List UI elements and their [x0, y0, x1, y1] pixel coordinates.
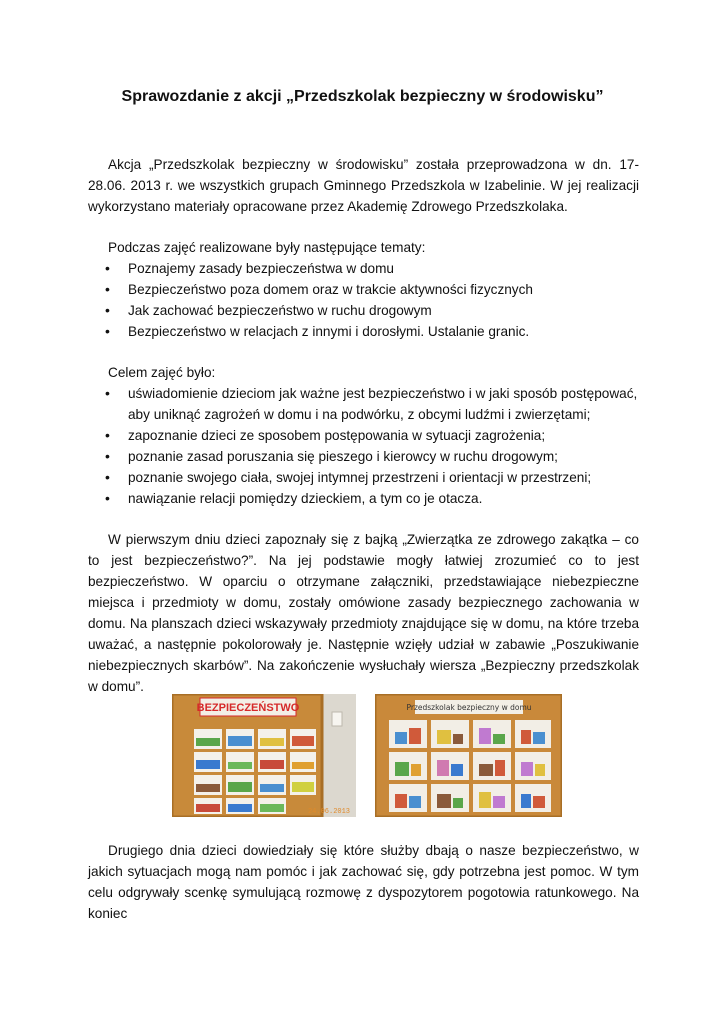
goals-lead: Celem zajęć było: — [108, 365, 216, 380]
photo-home-board-image — [375, 694, 562, 817]
photo-safety-board — [172, 694, 356, 817]
day1-paragraph: W pierwszym dniu dzieci zapoznały się z bajką „Zwierzątka ze zdrowego zakątka – co to jest bezpieczeństwo?”. Na jej podstawie mogły łatwiej zrozumieć co to jest bezpieczeństwo. W oparciu o otrzymane załączniki, przedstawiające niebezpieczne miejsca i przedmioty w domu, zostały omówione zasady bezpiecznego zachowania w domu. Na planszach dzieci wskazywały przedmioty znajdujące się w domu, na które trzeba uważać, a następnie pokolorowały je. Następnie wzięły udział w zabawie „Poszukiwanie niebezpiecznych skarbów”. Na zakończenie wysłuchały wiersza „Bezpieczny przedszkolak w domu”. — [88, 532, 639, 694]
day2-paragraph: Drugiego dnia dzieci dowiedziały się które służby dbają o nasze bezpieczeństwo, w jakich sytuacjach mogą nam pomóc i jak zachować się, gdy potrzebna jest pomoc. W tym celu odgrywały scenkę symulującą rozmowę z dyspozytorem pogotowia ratunkowego. Na koniec — [88, 843, 639, 921]
list-item: • zapoznanie dzieci ze sposobem postępowania w sytuacji zagrożenia; — [88, 425, 639, 446]
list-item: • poznanie swojego ciała, swojej intymnej przestrzeni i orientacji w przestrzeni; — [88, 467, 639, 488]
topics-lead: Podczas zajęć realizowane były następujące tematy: — [108, 240, 426, 255]
list-item: • nawiązanie relacji pomiędzy dzieckiem, a tym co je otacza. — [88, 488, 639, 509]
list-item: • Bezpieczeństwo poza domem oraz w trakcie aktywności fizycznych — [88, 279, 639, 300]
home-sign-text: Przedszkolak bezpieczny w domu — [406, 703, 532, 712]
intro-paragraph: Akcja „Przedszkolak bezpieczny w środowisku” została przeprowadzona w dn. 17-28.06. 2013 r. we wszystkich grupach Gminnego Przedszkola w Izabelinie. W jej realizacji wykorzystano materiały opracowane przez Akademię Zdrowego Przedszkolaka. — [88, 157, 639, 214]
list-item: • Poznajemy zasady bezpieczeństwa w domu — [88, 258, 639, 279]
photo-home-board — [375, 694, 562, 817]
document-title: Sprawozdanie z akcji „Przedszkolak bezpieczny w środowisku” — [121, 88, 604, 105]
safety-sign-text: BEZPIECZEŃSTWO — [196, 702, 300, 714]
list-item: • Jak zachować bezpieczeństwo w ruchu drogowym — [88, 300, 639, 321]
goals-list — [88, 383, 639, 509]
photo-safety-board-image — [172, 694, 356, 817]
list-item: • uświadomienie dzieciom jak ważne jest bezpieczeństwo i w jaki sposób postępować, aby uniknąć zagrożeń w domu i na podwórku, z obcymi ludźmi i zwierzętami; — [88, 383, 639, 425]
list-item: • Bezpieczeństwo w relacjach z innymi i dorosłymi. Ustalanie granic. — [88, 321, 639, 342]
topics-list — [88, 258, 639, 342]
list-item: • poznanie zasad poruszania się pieszego i kierowcy w ruchu drogowym; — [88, 446, 639, 467]
date-stamp: 24.06.2013 — [307, 808, 350, 816]
